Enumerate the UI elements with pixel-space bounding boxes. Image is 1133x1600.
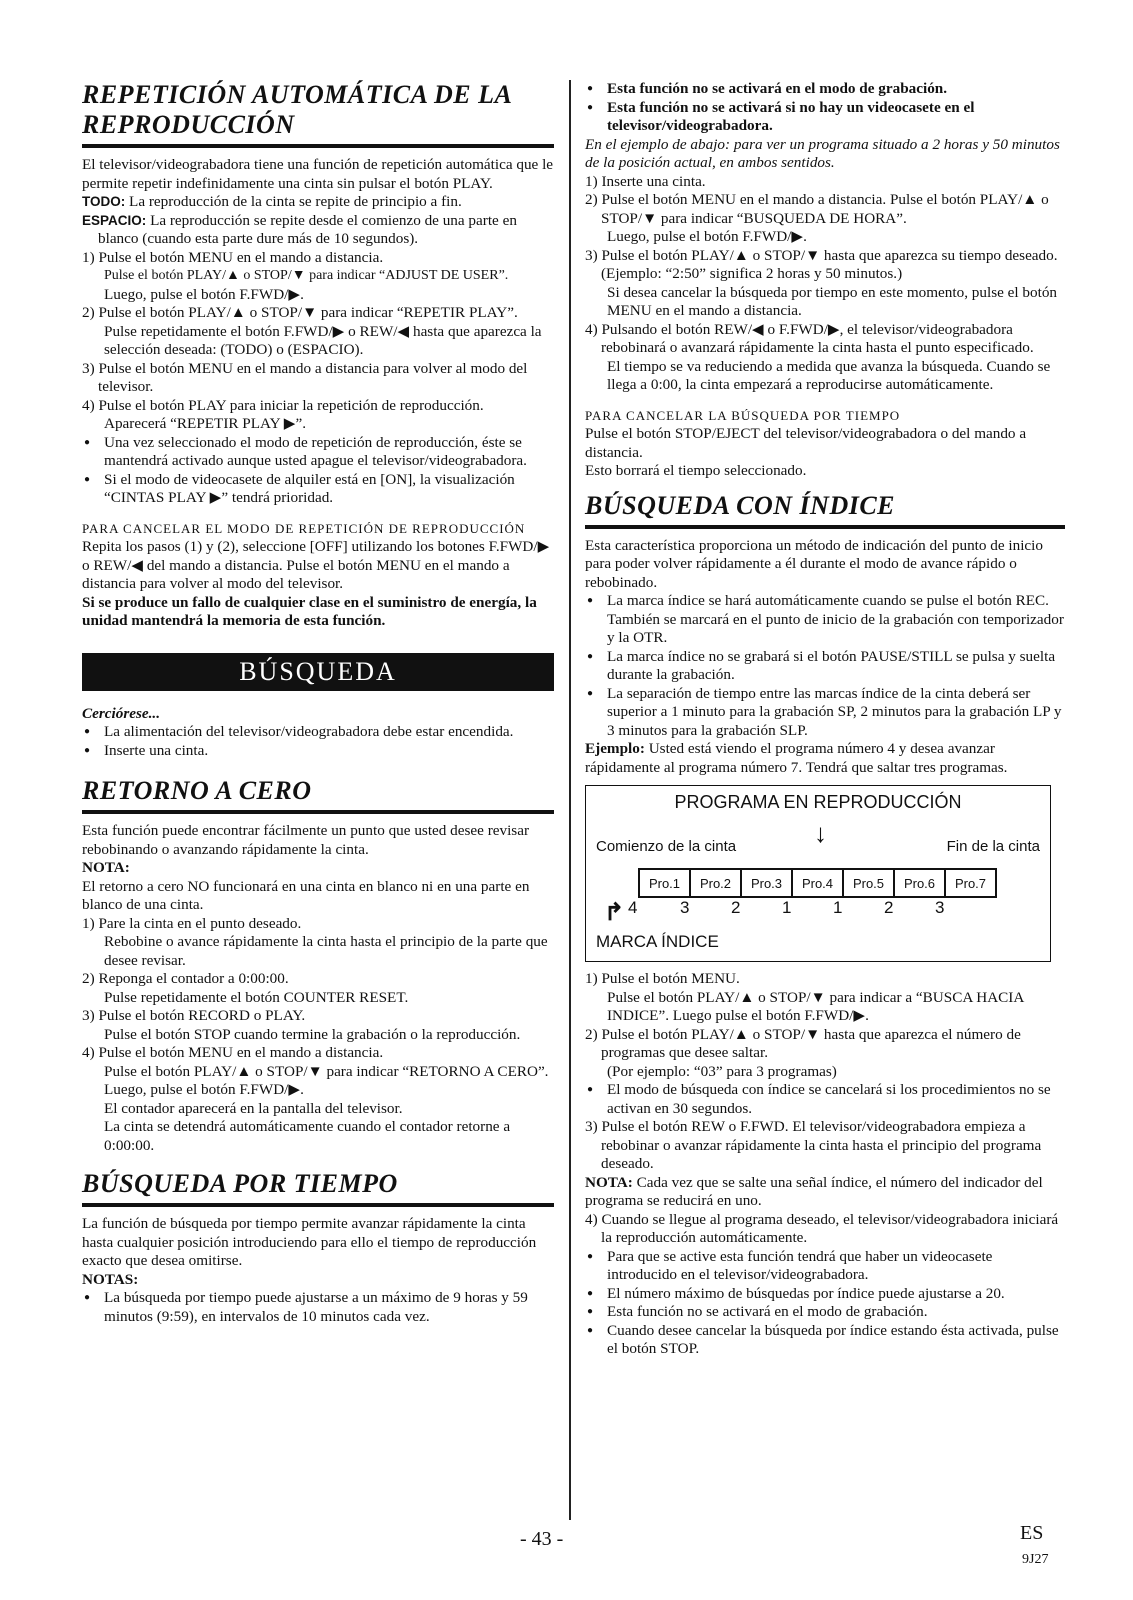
skip-count: 2 bbox=[731, 898, 741, 917]
ejemplo-text: Usted está viendo el programa número 4 y desea avanzar rápidamente al programa número 7. Tendrá que saltar tres programas. bbox=[585, 740, 1008, 776]
program-strip bbox=[638, 868, 997, 898]
page-number: - 43 - bbox=[520, 1528, 564, 1550]
program-cell: Pro.6 bbox=[895, 870, 946, 896]
bt-step-4: 4) Pulsando el botón REW/◀ o F.FWD/▶, el televisor/videograbadora rebobinará o avanzará rápidamente la cinta hasta el punto especificado. bbox=[585, 320, 1034, 356]
diagram-tape-start: Comienzo de la cinta bbox=[596, 838, 737, 855]
bi-nota-line bbox=[585, 1174, 1065, 1211]
program-cell: Pro.7 bbox=[954, 875, 987, 891]
bi-bullet-6: ● El número máximo de búsquedas por índice puede ajustarse a 20. bbox=[585, 1285, 1065, 1304]
bt-bullet-3: ● Esta función no se activará si no hay un videocasete en el televisor/videograbadora. bbox=[585, 99, 1065, 136]
ret-nota-label: NOTA: bbox=[82, 859, 130, 876]
bi-step-3: 3) Pulse el botón REW o F.FWD. El televisor/videograbadora empieza a rebobinar o avanzar rápidamente la cinta hasta el principio del programa deseado. bbox=[585, 1118, 1042, 1172]
cancel-time-text-2: Esto borrará el tiempo seleccionado. bbox=[585, 462, 807, 479]
bt-step-2a: Luego, pulse el botón F.FWD/▶. bbox=[607, 228, 807, 245]
section-title-busqueda-indice: BÚSQUEDA CON ÍNDICE bbox=[585, 491, 1065, 529]
bi-step-2: 2) Pulse el botón PLAY/▲ o STOP/▼ hasta que aparezca el número de programas que desee saltar. bbox=[585, 1025, 1021, 1061]
title-line-2: REPRODUCCIÓN bbox=[82, 110, 295, 139]
bi-intro: Esta característica proporciona un método de indicación del punto de inicio para poder volver rápidamente a él durante el modo de avance rápido o rebobinado. bbox=[585, 536, 1043, 591]
ejemplo-label: Ejemplo: bbox=[585, 740, 645, 757]
rep-step-4: 4) Pulse el botón PLAY para iniciar la repetición de reproducción. bbox=[82, 396, 484, 414]
rep-step-3: 3) Pulse el botón MENU en el mando a distancia para volver al modo del televisor. bbox=[82, 359, 528, 395]
ret-step-3: 3) Pulse el botón RECORD o PLAY. bbox=[82, 1007, 306, 1024]
ret-step-4d: La cinta se detendrá automáticamente cuando el contador retorne a 0:00:00. bbox=[104, 1118, 511, 1154]
down-arrow-icon: ↓ bbox=[814, 818, 827, 848]
ret-intro: Esta función puede encontrar fácilmente un punto que usted desee revisar rebobinando o avanzando rápidamente la cinta. bbox=[82, 822, 530, 858]
ret-step-4: 4) Pulse el botón MENU en el mando a distancia. bbox=[82, 1044, 384, 1061]
bi-bullet-3: ● La separación de tiempo entre las marcas índice de la cinta deberá ser superior a 1 minuto para la grabación SP, 2 minutos para la grabación LP y 3 minutos para la grabación SLP. bbox=[585, 685, 1065, 741]
bt-bullet-2: ● Esta función no se activará en el modo de grabación. bbox=[585, 80, 1065, 99]
ret-step-4b: Luego, pulse el botón F.FWD/▶. bbox=[104, 1081, 304, 1098]
rep-step-4a: Aparecerá “REPETIR PLAY ▶”. bbox=[104, 415, 307, 432]
cerciorese-bullet-2: ● Inserte una cinta. bbox=[82, 742, 554, 761]
ret-step-4c: El contador aparecerá en la pantalla del televisor. bbox=[104, 1099, 403, 1117]
diagram-tape-end: Fin de la cinta bbox=[946, 838, 1040, 855]
program-cell: Pro.3 bbox=[742, 870, 793, 896]
cerciorese-bullet-1: ● La alimentación del televisor/videograbadora debe estar encendida. bbox=[82, 723, 554, 742]
cancel-time-heading: PARA CANCELAR LA BÚSQUEDA POR TIEMPO bbox=[585, 407, 901, 423]
bi-step-2a: (Por ejemplo: “03” para 3 programas) bbox=[607, 1062, 837, 1080]
bi-nota-label: NOTA: bbox=[585, 1173, 633, 1191]
rep-step-1b: Luego, pulse el botón F.FWD/▶. bbox=[104, 285, 304, 303]
skip-count: 1 bbox=[833, 898, 843, 917]
section-title-busqueda-tiempo: BÚSQUEDA POR TIEMPO bbox=[82, 1169, 554, 1207]
bt-step-3a: Si desea cancelar la búsqueda por tiempo en este momento, pulse el botón MENU en el mando a distancia. bbox=[607, 283, 1058, 319]
rep-bullet-1: ● Una vez seleccionado el modo de repetición de reproducción, éste se mantendrá activado aunque usted apague el televisor/videograbadora. bbox=[82, 434, 554, 471]
skip-count: 3 bbox=[680, 898, 690, 917]
bt-intro: La función de búsqueda por tiempo permite avanzar rápidamente la cinta hasta cualquier posición introduciendo para ello el tiempo de reproducción exacto que desea omitirse. bbox=[82, 1215, 537, 1269]
skip-count: 4 bbox=[628, 898, 638, 917]
skip-count: 1 bbox=[782, 898, 792, 917]
bi-bullet-2: ● La marca índice no se grabará si el botón PAUSE/STILL se pulsa y suelta durante la grabación. bbox=[585, 648, 1065, 685]
ret-nota-text: El retorno a cero NO funcionará en una cinta en blanco ni en una parte en blanco de una cinta. bbox=[82, 877, 530, 913]
ret-step-1a: Rebobine o avance rápidamente la cinta hasta el principio de la parte que desee revisar. bbox=[104, 933, 548, 969]
program-cell: Pro.5 bbox=[844, 870, 895, 896]
todo-text: La reproducción de la cinta se repite de principio a fin. bbox=[125, 193, 462, 210]
diagram-title: PROGRAMA EN REPRODUCCIÓN bbox=[674, 792, 962, 812]
todo-line bbox=[82, 193, 554, 212]
bi-bullet-4: ● El modo de búsqueda con índice se cancelará si los procedimientos no se activan en 30 segundos. bbox=[585, 1081, 1065, 1118]
cancel-repeat-heading: PARA CANCELAR EL MODO DE REPETICIÓN DE REPRODUCCIÓN bbox=[82, 520, 526, 536]
left-column bbox=[82, 80, 554, 1326]
todo-label: TODO: bbox=[82, 194, 126, 209]
program-cell: Pro.4 bbox=[793, 870, 844, 896]
bi-step-1: 1) Pulse el botón MENU. bbox=[585, 970, 740, 987]
bt-step-4a: El tiempo se va reduciendo a medida que avanza la búsqueda. Cuando se llega a 0:00, la cinta empezará a reproducirse automáticamente. bbox=[607, 357, 1051, 393]
espacio-label: ESPACIO: bbox=[82, 212, 147, 228]
index-mark-label: MARCA ÍNDICE bbox=[596, 932, 719, 951]
bi-step-1a: Pulse el botón PLAY/▲ o STOP/▼ para indicar a “BUSCA HACIA INDICE”. Luego pulse el botón F.FWD/▶. bbox=[607, 988, 1024, 1024]
title-line-1: REPETICIÓN AUTOMÁTICA DE LA bbox=[82, 80, 513, 109]
bt-example: En el ejemplo de abajo: para ver un programa situado a 2 horas y 50 minutos de la posición actual, en ambos sentidos. bbox=[585, 135, 1060, 171]
rep-step-2: 2) Pulse el botón PLAY/▲ o STOP/▼ para indicar “REPETIR PLAY”. bbox=[82, 304, 518, 321]
bi-bullet-5: ● Para que se active esta función tendrá que haber un videocasete introducido en el televisor/videograbadora. bbox=[585, 1248, 1065, 1285]
bi-bullet-8: ● Cuando desee cancelar la búsqueda por índice estando ésta activada, pulse el botón STOP. bbox=[585, 1322, 1065, 1359]
skip-count: 2 bbox=[884, 898, 894, 917]
ret-step-4a: Pulse el botón PLAY/▲ o STOP/▼ para indicar “RETORNO A CERO”. bbox=[104, 1062, 549, 1080]
skip-count: 3 bbox=[935, 898, 945, 917]
bt-step-2: 2) Pulse el botón MENU en el mando a distancia. Pulse el botón PLAY/▲ o STOP/▼ para indicar “BUSQUEDA DE HORA”. bbox=[585, 191, 1049, 227]
language-code: ES bbox=[1020, 1522, 1044, 1544]
bi-step-4: 4) Cuando se llegue al programa deseado, el televisor/videograbadora iniciará la reproducción automáticamente. bbox=[585, 1210, 1059, 1246]
bt-bullet-1: ● La búsqueda por tiempo puede ajustarse a un máximo de 9 horas y 59 minutos (9:59), en intervalos de 10 minutos cada vez. bbox=[82, 1289, 554, 1326]
ret-step-3a: Pulse el botón STOP cuando termine la grabación o la reproducción. bbox=[104, 1025, 521, 1043]
ret-step-1: 1) Pare la cinta en el punto deseado. bbox=[82, 914, 302, 932]
rep-intro: El televisor/videograbadora tiene una función de repetición automática que le permite repetir indefinidamente una cinta sin pulsar el botón PLAY. bbox=[82, 156, 554, 192]
ret-step-2: 2) Reponga el contador a 0:00:00. bbox=[82, 970, 289, 987]
rep-step-2a: Pulse repetidamente el botón F.FWD/▶ o REW/◀ hasta que aparezca la selección deseada: (TODO) o (ESPACIO). bbox=[104, 322, 542, 358]
column-divider bbox=[569, 80, 571, 1520]
program-cell: Pro.1 bbox=[640, 870, 691, 896]
index-search-diagram bbox=[585, 785, 1051, 962]
section-title-retorno: RETORNO A CERO bbox=[82, 776, 554, 814]
ret-step-2a: Pulse repetidamente el botón COUNTER RESET. bbox=[104, 988, 409, 1006]
bi-bullet-7: ● Esta función no se activará en el modo de grabación. bbox=[585, 1303, 1065, 1322]
espacio-line bbox=[82, 212, 554, 249]
espacio-text: La reproducción se repite desde el comienzo de una parte en blanco (cuando esta parte dure más de 10 segundos). bbox=[98, 211, 517, 247]
rep-step-1: 1) Pulse el botón MENU en el mando a distancia. bbox=[82, 248, 384, 266]
bi-nota-text: Cada vez que se salte una señal índice, el número del indicador del programa se reducirá en uno. bbox=[585, 1173, 1043, 1209]
power-note: Si se produce un fallo de cualquier clase en el suministro de energía, la unidad mantendrá la memoria de esta función. bbox=[82, 593, 537, 629]
bi-bullet-1: ● La marca índice se hará automáticamente cuando se pulse el botón REC. También se marcará en el punto de inicio de la grabación con temporizador y la OTR. bbox=[585, 592, 1065, 648]
section-title-repeticion bbox=[82, 80, 554, 148]
busqueda-banner: BÚSQUEDA bbox=[82, 653, 554, 691]
cancel-repeat-text: Repita los pasos (1) y (2), seleccione [OFF] utilizando los botones F.FWD/▶ o REW/◀ del mando a distancia. Pulse el botón MENU en el mando a distancia para volver al modo del televisor. bbox=[82, 538, 550, 592]
index-mark-arrow-icon: ↱ bbox=[604, 899, 625, 926]
bt-step-1: 1) Inserte una cinta. bbox=[585, 172, 706, 190]
rep-bullet-2: ● Si el modo de videocasete de alquiler está en [ON], la visualización “CINTAS PLAY ▶” tendrá prioridad. bbox=[82, 471, 554, 508]
bt-notas-label: NOTAS: bbox=[82, 1270, 139, 1288]
right-column bbox=[585, 80, 1065, 1359]
cerciorese-heading: Cerciórese... bbox=[82, 704, 161, 722]
cancel-time-text: Pulse el botón STOP/EJECT del televisor/videograbadora o del mando a distancia. bbox=[585, 425, 1027, 461]
bt-step-3: 3) Pulse el botón PLAY/▲ o STOP/▼ hasta que aparezca su tiempo deseado. (Ejemplo: “2:50” significa 2 horas y 50 minutos.) bbox=[585, 246, 1058, 282]
program-cell: Pro.2 bbox=[691, 870, 742, 896]
rep-step-1a: Pulse el botón PLAY/▲ o STOP/▼ para indicar “ADJUST DE USER”. bbox=[104, 268, 509, 283]
model-code: 9J27 bbox=[1022, 1552, 1049, 1567]
ejemplo-line bbox=[585, 740, 1065, 777]
